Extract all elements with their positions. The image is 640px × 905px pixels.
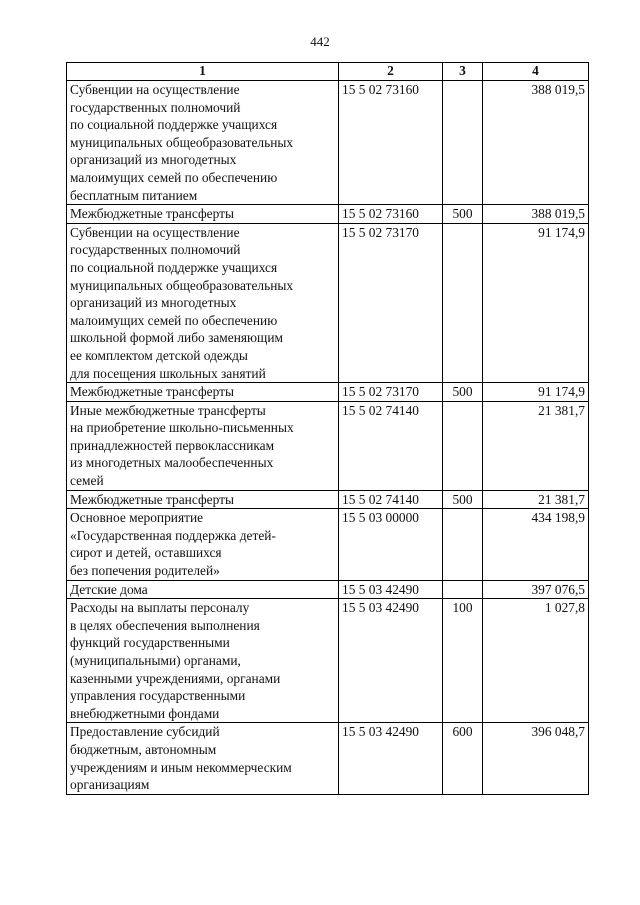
row-code: 15 5 03 00000 bbox=[339, 509, 443, 580]
row-name: Иные межбюджетные трансферты на приобретение школьно-письменных принадлежностей первоклассникам из многодетных малообеспеченных семей bbox=[67, 401, 339, 490]
table-row bbox=[67, 509, 589, 580]
table-row bbox=[67, 401, 589, 490]
row-amount: 91 174,9 bbox=[483, 383, 589, 402]
row-code: 15 5 02 73160 bbox=[339, 205, 443, 224]
row-name: Основное мероприятие «Государственная поддержка детей- сирот и детей, оставшихся без попечения родителей» bbox=[67, 509, 339, 580]
row-type bbox=[443, 509, 483, 580]
row-amount: 397 076,5 bbox=[483, 580, 589, 599]
row-amount: 396 048,7 bbox=[483, 723, 589, 794]
table-header-row bbox=[67, 63, 589, 81]
column-header-4: 4 bbox=[483, 63, 589, 81]
page-number: 442 bbox=[310, 34, 330, 49]
row-code: 15 5 02 73170 bbox=[339, 223, 443, 382]
row-amount: 91 174,9 bbox=[483, 223, 589, 382]
row-code: 15 5 02 74140 bbox=[339, 401, 443, 490]
table-row bbox=[67, 81, 589, 205]
row-amount: 21 381,7 bbox=[483, 401, 589, 490]
table-row bbox=[67, 599, 589, 723]
row-type bbox=[443, 223, 483, 382]
column-header-2: 2 bbox=[339, 63, 443, 81]
row-name: Детские дома bbox=[67, 580, 339, 599]
row-amount: 1 027,8 bbox=[483, 599, 589, 723]
row-type: 500 bbox=[443, 383, 483, 402]
row-type: 500 bbox=[443, 205, 483, 224]
table-row bbox=[67, 205, 589, 224]
row-name: Межбюджетные трансферты bbox=[67, 205, 339, 224]
row-code: 15 5 02 73170 bbox=[339, 383, 443, 402]
row-name: Расходы на выплаты персоналу в целях обеспечения выполнения функций государственными (муниципальными) органами, казенными учреждениями, органами управления государственными внебюджетными фондами bbox=[67, 599, 339, 723]
column-header-3: 3 bbox=[443, 63, 483, 81]
row-amount: 388 019,5 bbox=[483, 81, 589, 205]
row-name: Межбюджетные трансферты bbox=[67, 383, 339, 402]
row-code: 15 5 03 42490 bbox=[339, 580, 443, 599]
row-name: Предоставление субсидий бюджетным, автономным учреждениям и иным некоммерческим организациям bbox=[67, 723, 339, 794]
row-name: Субвенции на осуществление государственных полномочий по социальной поддержке учащихся муниципальных общеобразовательных организаций из многодетных малоимущих семей по обеспечению школьной формой либо заменяющим ее комплектом детской одежды для посещения школьных занятий bbox=[67, 223, 339, 382]
row-amount: 21 381,7 bbox=[483, 490, 589, 509]
row-name: Межбюджетные трансферты bbox=[67, 490, 339, 509]
budget-table bbox=[66, 62, 589, 795]
table-row bbox=[67, 223, 589, 382]
row-type: 100 bbox=[443, 599, 483, 723]
table-row bbox=[67, 580, 589, 599]
row-type bbox=[443, 580, 483, 599]
row-code: 15 5 02 74140 bbox=[339, 490, 443, 509]
row-code: 15 5 02 73160 bbox=[339, 81, 443, 205]
row-code: 15 5 03 42490 bbox=[339, 723, 443, 794]
row-code: 15 5 03 42490 bbox=[339, 599, 443, 723]
column-header-1: 1 bbox=[67, 63, 339, 81]
row-amount: 388 019,5 bbox=[483, 205, 589, 224]
row-type: 500 bbox=[443, 490, 483, 509]
row-amount: 434 198,9 bbox=[483, 509, 589, 580]
row-type bbox=[443, 401, 483, 490]
table-row bbox=[67, 383, 589, 402]
table-row bbox=[67, 723, 589, 794]
row-name: Субвенции на осуществление государственных полномочий по социальной поддержке учащихся муниципальных общеобразовательных организаций из многодетных малоимущих семей по обеспечению бесплатным питанием bbox=[67, 81, 339, 205]
table-row bbox=[67, 490, 589, 509]
row-type: 600 bbox=[443, 723, 483, 794]
row-type bbox=[443, 81, 483, 205]
